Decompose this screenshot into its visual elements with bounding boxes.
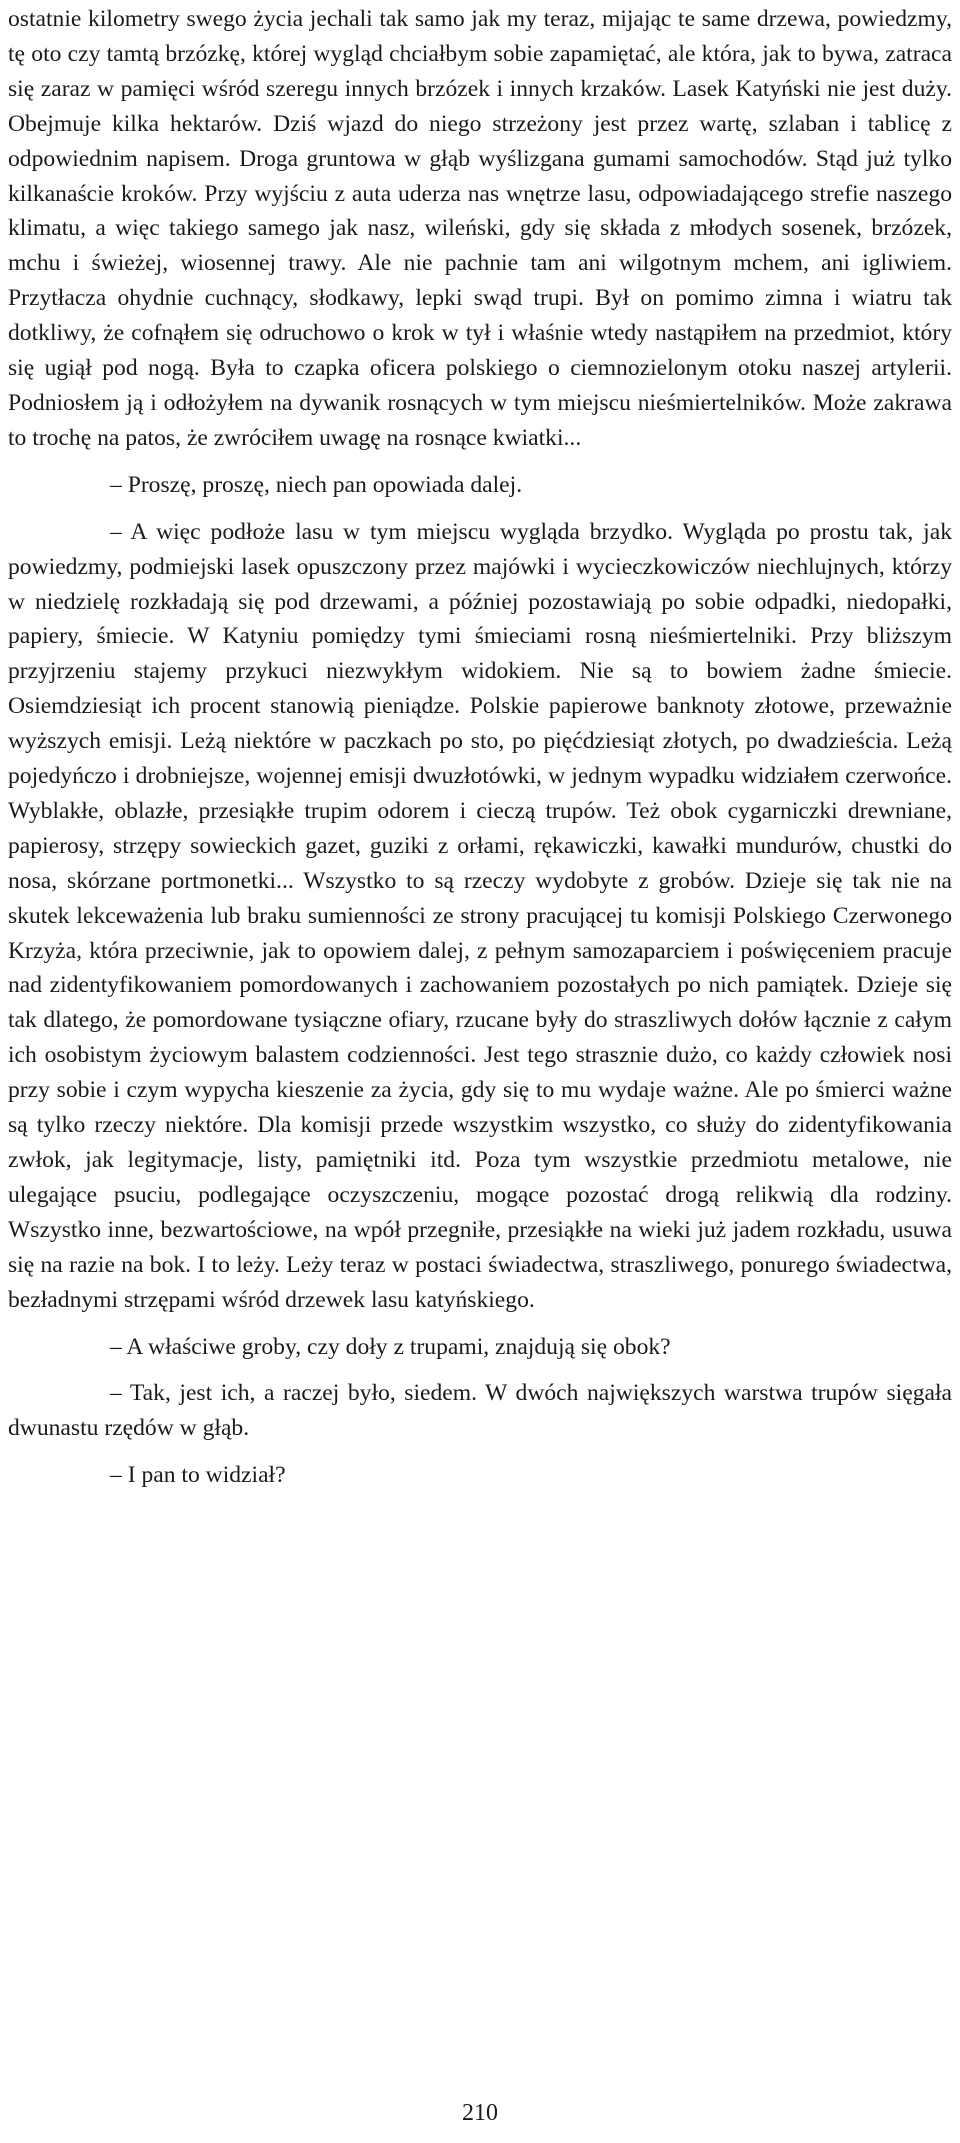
dialog-line-1: – Proszę, proszę, niech pan opowiada dalej. [110, 471, 523, 498]
dialog-line-4: – I pan to widział? [110, 1462, 286, 1489]
dialog-line-2: – A właściwe groby, czy doły z trupami, znajdują się obok? [110, 1333, 671, 1360]
document-page [8, 2, 952, 1493]
page-number: 210 [462, 2100, 498, 2126]
body-paragraph-1: ostatnie kilometry swego życia jechali tak samo jak my teraz, mijając te same drzewa, powiedzmy, tę oto czy tamtą brzózkę, której wygląd chciałbym sobie zapamiętać, ale która, jak to bywa, zatraca się zaraz w pamięci wśród szeregu innych brzózek i innych krzaków. Lasek Katyński nie jest duży. Obejmuje kilka hektarów. Dziś wjazd do niego strzeżony jest przez wartę, szlaban i tablicę z odpowiednim napisem. Droga gruntowa w głąb wyślizgana gumami samochodów. Stąd już tylko kilkanaście kroków. Przy wyjściu z auta uderza nas wnętrze lasu, odpowiadającego strefie naszego klimatu, a więc takiego samego jak nasz, wileński, gdy się składa z młodych sosenek, brzózek, mchu i świeżej, wiosennej trawy. Ale nie pachnie tam ani wilgotnym mchem, ani igliwiem. Przytłacza ohydnie cuchnący, słodkawy, lepki swąd trupi. Był on pomimo zimna i wiatru tak dotkliwy, że cofnąłem się odruchowo o krok w tył i właśnie wtedy nastąpiłem na przedmiot, który się ugiął pod nogą. Była to czapka oficera polskiego o ciemnozielonym otoku naszej artylerii. Podniosłem ją i odłożyłem na dywanik rosnących w tym miejscu nieśmiertelników. Może zakrawa to trochę na patos, że zwróciłem uwagę na rosnące kwiatki... [8, 6, 952, 451]
body-paragraph-2: – A więc podłoże lasu w tym miejscu wygląda brzydko. Wygląda po prostu tak, jak powiedzmy, podmiejski lasek opuszczony przez majówki i wycieczkowiczów niechlujnych, którzy w niedzielę rozkładają się pod drzewami, a później pozostawiają po sobie odpadki, niedopałki, papiery, śmiecie. W Katyniu pomiędzy tymi śmieciami rosną nieśmiertelniki. Przy bliższym przyjrzeniu stajemy przykuci niezwykłym widokiem. Nie są to bowiem żadne śmiecie. Osiemdziesiąt ich procent stanowią pieniądze. Polskie papierowe banknoty złotowe, przeważnie wyższych emisji. Leżą niektóre w paczkach po sto, po pięćdziesiąt złotych, po dwadzieścia. Leżą pojedyńczo i drobniejsze, wojennej emisji dwuzłotówki, w jednym wypadku widziałem czerwońce. Wyblakłe, oblazłe, przesiąkłe trupim odorem i cieczą trupów. Też obok cygarniczki drewniane, papierosy, strzępy sowieckich gazet, guziki z orłami, rękawiczki, kawałki mundurów, chustki do nosa, skórzane portmonetki... Wszystko to są rzeczy wydobyte z grobów. Dzieje się tak nie na skutek lekceważenia lub braku sumienności ze strony pracującej tu komisji Polskiego Czerwonego Krzyża, która przeciwnie, jak to opowiem dalej, z pełnym samozaparciem i poświęceniem pracuje nad zidentyfikowaniem pomordowanych i zachowaniem pozostałych po nich pamiątek. Dzieje się tak dlatego, że pomordowane tysiączne ofiary, rzucane były do straszliwych dołów łącznie z całym ich osobistym życiowym balastem codzienności. Jest tego strasznie dużo, co każdy człowiek nosi przy sobie i czym wypycha kieszenie za życia, gdy się to mu wydaje ważne. Ale po śmierci ważne są tylko rzeczy niektóre. Dla komisji przede wszystkim wszystko, co służy do zidentyfikowania zwłok, jak legitymacje, listy, pamiętniki itd. Poza tym wszystkie przedmiotu metalowe, nie ulegające psuciu, podlegające oczyszczeniu, mogące pozostać drogą relikwią dla rodziny. Wszystko inne, bezwartościowe, na wpół przegniłe, przesiąkłe na wieki już jadem rozkładu, usuwa się na razie na bok. I to leży. Leży teraz w postaci świadectwa, straszliwego, ponurego świadectwa, bezładnymi strzępami wśród drzewek lasu katyńskiego. [8, 518, 952, 1313]
dialog-line-3: – Tak, jest ich, a raczej było, siedem. W dwóch największych warstwa trupów sięgała dwunastu rzędów w głąb. [8, 1380, 952, 1442]
